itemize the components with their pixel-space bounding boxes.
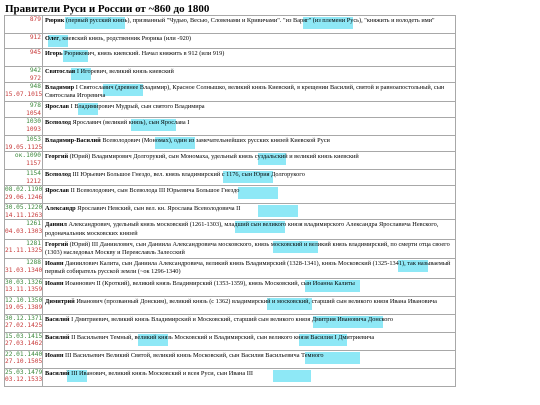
ruler-row <box>5 259 456 278</box>
ruler-details: Александрович, удельный князь московский (1261-1303), младший сын великого князя владимирского Александра Ярославича Невского, родоначальник московских князей <box>45 221 439 237</box>
ruler-row <box>5 332 456 350</box>
ruler-row <box>5 278 456 296</box>
ruler-name: Димитрий <box>45 297 75 305</box>
death-date: 04.03.1303 <box>5 227 43 235</box>
ruler-row <box>5 118 456 136</box>
death-date: 945 <box>29 49 41 56</box>
ruler-description-cell <box>43 220 456 239</box>
years-cell <box>5 49 43 67</box>
years-cell <box>5 16 43 34</box>
ruler-description-cell <box>43 170 456 186</box>
birth-date: 1288 <box>26 259 41 267</box>
years-cell <box>5 102 43 118</box>
ruler-details: (Юрий) Владимирович Долгорукий, сын Мономаха, удельный князь суздальский и великий князь киевский <box>68 153 359 161</box>
death-date: 972 <box>29 74 41 82</box>
birth-date: 08.02.1190 <box>5 186 43 194</box>
ruler-name: Георгий <box>45 240 69 248</box>
ruler-row <box>5 152 456 170</box>
ruler-name: Василий <box>45 333 70 341</box>
ruler-description <box>45 241 453 257</box>
ruler-row <box>5 170 456 186</box>
ruler-details: (первый русский князь), призванный "Чудью, Весью, Словенами и Кривичами". "из Варяг" (из племени Русь), "княжить и володеть ими" <box>64 17 435 24</box>
ruler-description <box>45 370 453 378</box>
ruler-description-cell <box>43 239 456 258</box>
ruler-description-cell <box>43 368 456 386</box>
birth-date: 1261 <box>26 220 41 228</box>
ruler-details: Всеволодович (Мономах), один из замечательнейших русских князей Киевской Руси <box>100 137 330 145</box>
ruler-details: I Игоревич, великий князь киевский <box>75 68 174 75</box>
ruler-description-cell <box>43 67 456 83</box>
ruler-name: Иоанн <box>45 351 64 359</box>
years-cell <box>5 239 43 258</box>
years-cell <box>5 278 43 296</box>
death-date: 1093 <box>26 125 41 133</box>
death-date: 29.06.1246 <box>5 193 43 201</box>
ruler-name: Иоанн <box>45 279 64 287</box>
death-date: 19.05.1125 <box>5 143 43 151</box>
ruler-description-cell <box>43 259 456 278</box>
ruler-name: Игорь <box>45 50 63 57</box>
ruler-description <box>45 68 453 76</box>
ruler-description <box>45 316 453 324</box>
ruler-name: Василий <box>45 315 70 323</box>
birth-date: 22.01.1440 <box>5 350 43 358</box>
death-date: 879 <box>29 16 41 23</box>
years-cell <box>5 67 43 83</box>
ruler-description-cell <box>43 296 456 314</box>
ruler-row <box>5 368 456 386</box>
ruler-description <box>45 137 453 145</box>
death-date: 19.05.1389 <box>5 304 43 312</box>
years-cell <box>5 170 43 186</box>
ruler-description-cell <box>43 118 456 136</box>
years-cell <box>5 83 43 102</box>
page-title: Правители Руси и России от ~860 до 1800 <box>5 3 210 15</box>
ruler-details: Даниилович Калита, сын Даниила Александровича, великий князь Владимирский (1328-1341), князь Московский (1325-1341), так называемый первый собиратель русской земли (~ок 1296-1340) <box>45 260 451 276</box>
years-cell <box>5 34 43 49</box>
death-date: 13.11.1359 <box>5 286 43 294</box>
ruler-description <box>45 280 453 288</box>
birth-date: 30.12.1371 <box>5 314 43 322</box>
ruler-description <box>45 221 453 237</box>
ruler-name: Владимир-Василий <box>45 137 101 145</box>
ruler-name: Рюрик <box>45 17 65 24</box>
rulers-table-body <box>5 16 456 387</box>
ruler-description-cell <box>43 152 456 170</box>
ruler-description <box>45 171 453 179</box>
birth-date: ок.1090 <box>14 152 41 160</box>
ruler-details: (Юрий) III Даниилович, сын Даниила Александровича московского, князь московский и великий князь владимирский, по смерти отца своего (1303) наследовал Москву и Переяславль Залесский <box>45 240 450 257</box>
death-date: 1212 <box>26 177 41 185</box>
ruler-description <box>45 153 453 161</box>
ruler-description-cell <box>43 204 456 220</box>
years-cell <box>5 314 43 332</box>
death-date: 27.02.1425 <box>5 322 43 330</box>
birth-date: 1053 <box>26 136 41 144</box>
years-cell <box>5 368 43 386</box>
ruler-description <box>45 103 453 111</box>
years-cell <box>5 136 43 152</box>
ruler-row <box>5 16 456 34</box>
years-cell <box>5 204 43 220</box>
birth-date: 1030 <box>26 118 41 126</box>
ruler-description-cell <box>43 314 456 332</box>
birth-date: 948 <box>29 83 41 90</box>
ruler-row <box>5 296 456 314</box>
ruler-description <box>45 119 453 127</box>
ruler-description-cell <box>43 278 456 296</box>
ruler-description <box>45 84 453 100</box>
years-cell <box>5 350 43 368</box>
ruler-details: III Юрьевич Большое Гнездо, вел. князь владимирский с 1176, сын Юрия Долгорукого <box>70 171 305 179</box>
ruler-name: Всеволод <box>45 171 71 179</box>
birth-date: 978 <box>29 102 41 110</box>
ruler-name: Ярослав <box>45 187 70 195</box>
ruler-description-cell <box>43 332 456 350</box>
death-date: 15.07.1015 <box>5 90 43 98</box>
rulers-table <box>4 15 456 387</box>
ruler-row <box>5 102 456 118</box>
death-date: 1054 <box>26 109 41 117</box>
ruler-row <box>5 49 456 67</box>
birth-date: 1281 <box>26 239 41 247</box>
ruler-name: Даниил <box>45 221 67 229</box>
ruler-name: Георгий <box>45 153 69 161</box>
ruler-description-cell <box>43 186 456 204</box>
years-cell <box>5 152 43 170</box>
birth-date: 30.03.1326 <box>5 278 43 286</box>
ruler-details: II Васильевич Темный, великий князь Московский и Владимирский, сын великого князя Василия I Дмитриевича <box>69 333 375 341</box>
death-date: 21.11.1325 <box>5 247 43 255</box>
ruler-description-cell <box>43 136 456 152</box>
years-cell <box>5 186 43 204</box>
ruler-description <box>45 298 453 306</box>
ruler-row <box>5 239 456 258</box>
ruler-description <box>45 17 453 25</box>
ruler-description <box>45 205 453 213</box>
years-cell <box>5 259 43 278</box>
ruler-name: Всеволод <box>45 119 71 127</box>
death-date: 27.03.1462 <box>5 340 43 348</box>
birth-date: 1154 <box>26 170 41 178</box>
ruler-name: Ярослав <box>45 103 70 111</box>
ruler-description <box>45 334 453 342</box>
ruler-details: Иоаннович II (Кроткий), великий князь Владимирский (1353-1359), князь Московский, сын Иоанна Калиты <box>63 279 355 287</box>
death-date: 27.10.1505 <box>5 358 43 366</box>
years-cell <box>5 118 43 136</box>
birth-date: 25.03.1479 <box>5 368 43 376</box>
ruler-description-cell <box>43 34 456 49</box>
death-date: 03.12.1533 <box>5 376 43 384</box>
ruler-details: I Дмитриевич, великий князь Владимирский и Московский, старший сын великого князя Дмитрия Ивановича Донского <box>69 315 393 323</box>
ruler-name: Владимир <box>45 84 75 91</box>
years-cell <box>5 296 43 314</box>
birth-date: 12.10.1350 <box>5 296 43 304</box>
ruler-description-cell <box>43 102 456 118</box>
death-date: 31.03.1340 <box>5 266 43 274</box>
ruler-name: Святослав <box>45 68 76 75</box>
ruler-details: III Васильевич Великий Святой, великий князь Московский, сын Василия Васильевича Темного <box>63 351 324 359</box>
ruler-row <box>5 204 456 220</box>
ruler-details: III Иванович, великий князь Московский и всея Руси, сын Ивана III <box>69 369 254 377</box>
ruler-description-cell <box>43 16 456 34</box>
ruler-description <box>45 35 453 43</box>
ruler-description-cell <box>43 83 456 102</box>
ruler-description <box>45 50 453 58</box>
ruler-description-cell <box>43 49 456 67</box>
ruler-details: I Святославич (древнее Владимир), Красное Солнышко, великий князь Киевский, в крещении Василий, святой и равноапостольный, сын Святослава Игоревича <box>45 84 445 100</box>
death-date: 14.11.1263 <box>5 211 43 219</box>
years-cell <box>5 332 43 350</box>
ruler-description <box>45 187 453 195</box>
ruler-name: Василий <box>45 369 70 377</box>
ruler-row <box>5 220 456 239</box>
ruler-description-cell <box>43 350 456 368</box>
ruler-name: Александр <box>45 205 76 213</box>
ruler-row <box>5 350 456 368</box>
ruler-row <box>5 67 456 83</box>
death-date: 1157 <box>26 159 41 167</box>
ruler-row <box>5 136 456 152</box>
ruler-details: Ярославич (великий князь), сын Ярослава I <box>70 119 190 127</box>
ruler-details: , киевский князь, родственник Рюрика (или -920) <box>59 35 191 42</box>
ruler-description <box>45 260 453 276</box>
years-cell <box>5 220 43 239</box>
ruler-description <box>45 352 453 360</box>
birth-date: 942 <box>29 67 41 74</box>
ruler-details: II Всеволодович, сын Всеволода III Юрьевича Большое Гнездо <box>69 187 240 195</box>
ruler-name: Иоанн <box>45 260 64 268</box>
birth-date: 30.05.1220 <box>5 204 43 212</box>
ruler-row <box>5 314 456 332</box>
ruler-row <box>5 186 456 204</box>
ruler-details: Ярославич Невский, сын вел. кн. Ярослава Всеволодовича II <box>75 205 241 213</box>
ruler-row <box>5 34 456 49</box>
ruler-details: I Владимирович Мудрый, сын святого Владимира <box>69 103 205 111</box>
death-date: 912 <box>29 34 41 41</box>
ruler-details: Иванович (прозванный Донским), великий князь (с 1362) владимирский и московский, старший сын великого князя Ивана Ивановича <box>74 297 437 305</box>
birth-date: 15.03.1415 <box>5 332 43 340</box>
ruler-name: Олег <box>45 35 60 42</box>
ruler-details: Рюрикович, князь киевский. Начал княжить в 912 (или 919) <box>62 50 225 57</box>
ruler-row <box>5 83 456 102</box>
